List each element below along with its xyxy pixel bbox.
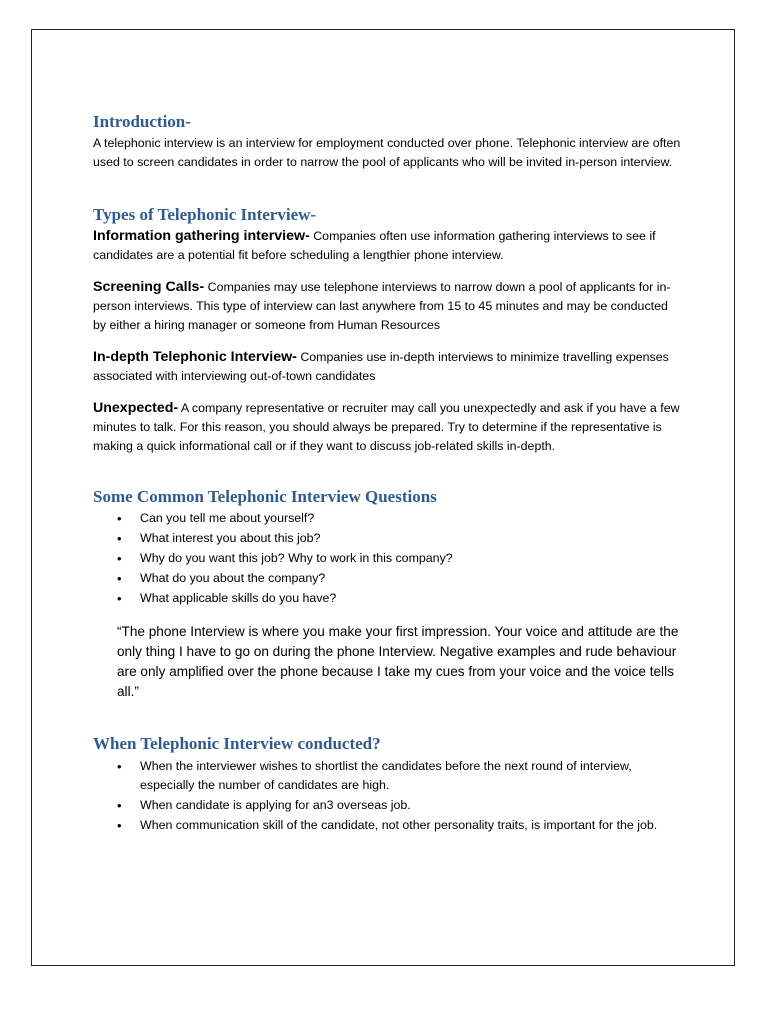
bullet-icon: • <box>117 571 122 586</box>
list-item: • When the interviewer wishes to shortlist the candidates before the next round of interview, especially the number of candidates are high. <box>117 759 632 792</box>
when-heading: When Telephonic Interview conducted? <box>93 734 381 753</box>
questions-heading: Some Common Telephonic Interview Questions <box>93 487 437 506</box>
bullet-icon: • <box>117 551 122 566</box>
type-text: A company representative or recruiter may call you unexpectedly and ask if you have a few minutes to talk. For this reason, you should always be prepared. Try to determine if the representative is making a quick informational call or if they want to discuss job-related skills in-depth. <box>93 401 680 453</box>
introduction-text: A telephonic interview is an interview for employment conducted over phone. Telephonic interview are often used to screen candidates in order to narrow the pool of applicants who will be invited in-person interview. <box>93 136 681 169</box>
bullet-icon: • <box>117 798 122 813</box>
type-title: Screening Calls- <box>93 279 205 295</box>
list-item: • When communication skill of the candidate, not other personality traits, is important for the job. <box>117 818 658 833</box>
list-item: • What do you about the company? <box>117 571 326 586</box>
type-title: In-depth Telephonic Interview- <box>93 349 297 365</box>
document-body <box>93 112 683 836</box>
type-text: Companies often use information gathering interviews to see if candidates are a potential fit before scheduling a lengthier phone interview. <box>93 229 656 262</box>
type-text: Companies may use telephone interviews to narrow down a pool of applicants for in-person interviews. This type of interview can last anywhere from 15 to 45 minutes and may be conducted by either a hiring manager or someone from Human Resources <box>93 280 671 332</box>
list-item: • When candidate is applying for an3 overseas job. <box>117 798 411 813</box>
introduction-heading: Introduction- <box>93 112 191 131</box>
bullet-icon: • <box>117 511 122 526</box>
types-heading: Types of Telephonic Interview- <box>93 205 317 224</box>
list-item: • Can you tell me about yourself? <box>117 511 315 526</box>
bullet-icon: • <box>117 531 122 546</box>
type-text: Companies use in-depth interviews to minimize travelling expenses associated with interviewing out-of-town candidates <box>93 350 669 383</box>
when-list <box>93 757 683 835</box>
type-item <box>93 278 683 335</box>
type-item <box>93 399 683 456</box>
type-item <box>93 348 683 386</box>
list-item: • What interest you about this job? <box>117 531 321 546</box>
type-item <box>93 227 683 265</box>
questions-list <box>93 509 683 608</box>
bullet-icon: • <box>117 591 122 606</box>
list-item: • Why do you want this job? Why to work in this company? <box>117 551 453 566</box>
type-title: Unexpected- <box>93 400 179 416</box>
bullet-icon: • <box>117 759 122 774</box>
list-item: • What applicable skills do you have? <box>117 591 337 606</box>
quote-text: “The phone Interview is where you make your first impression. Your voice and attitude are the only thing I have to go on during the phone Interview. Negative examples and rude behaviour are only amplified over the phone because I take my cues from your voice and the voice tells all.” <box>117 624 679 699</box>
type-title: Information gathering interview- <box>93 228 310 244</box>
bullet-icon: • <box>117 818 122 833</box>
